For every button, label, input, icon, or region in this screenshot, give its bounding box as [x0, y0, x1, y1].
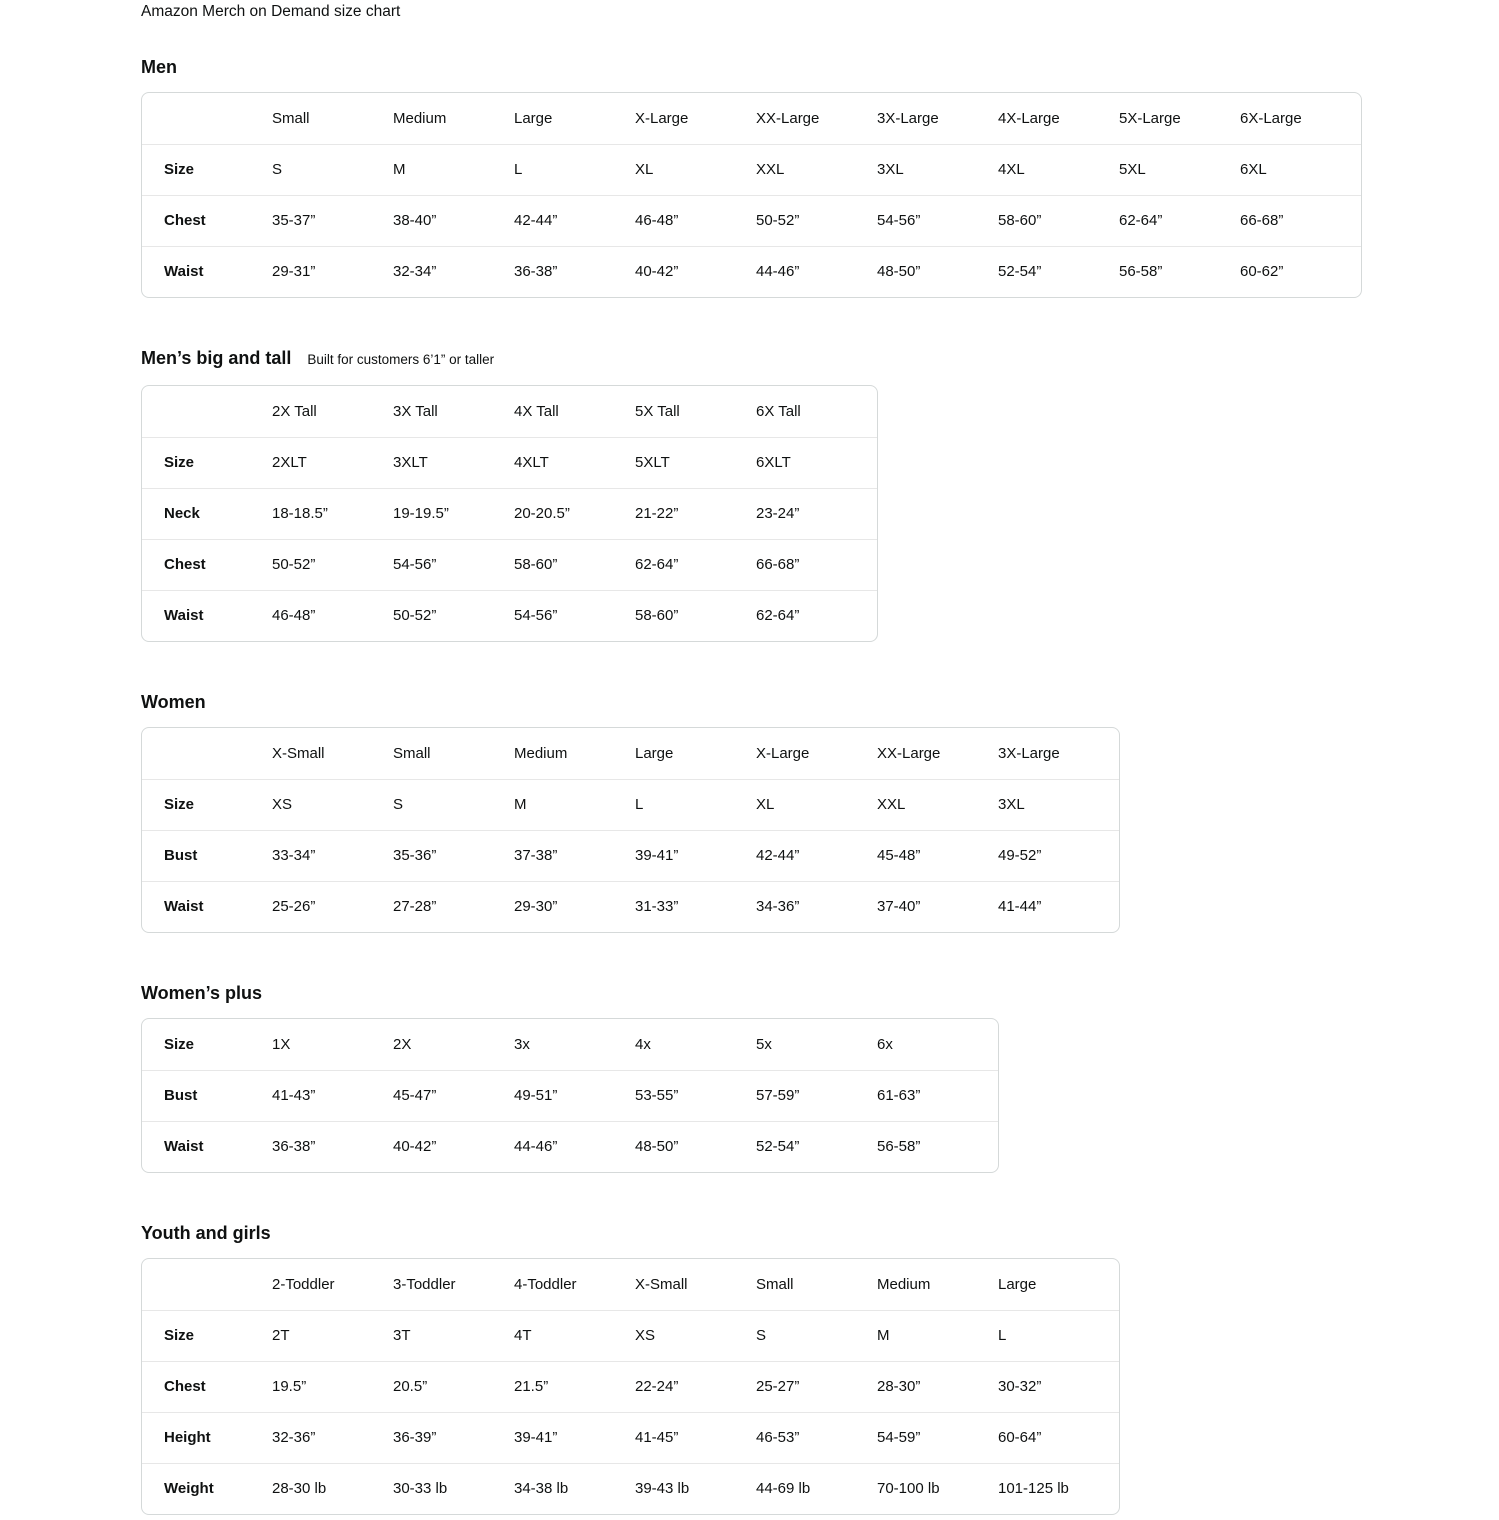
size-value: 22-24”: [635, 1361, 756, 1412]
size-value: XXL: [877, 779, 998, 830]
row-label: Size: [142, 779, 272, 830]
size-value: 18-18.5”: [272, 488, 393, 539]
column-header: 3X Tall: [393, 402, 438, 420]
column-header: Large: [635, 744, 674, 762]
table-row: [142, 1361, 1119, 1412]
column-header: 5X Tall: [635, 402, 680, 420]
size-value: 35-37”: [272, 195, 393, 246]
size-value: 53-55”: [635, 1070, 756, 1121]
size-value: 6XL: [1240, 144, 1361, 195]
section-mens-big-and-tall: [141, 345, 1459, 647]
size-value: M: [393, 144, 514, 195]
section-heading: Youth and girls: [141, 1223, 271, 1243]
column-header: Large: [998, 1275, 1037, 1293]
row-label: Size: [142, 1310, 272, 1361]
size-value: 42-44”: [756, 830, 877, 881]
size-value: 50-52”: [272, 539, 393, 590]
size-value: 20-20.5”: [514, 488, 635, 539]
table-row: [142, 195, 1361, 246]
size-value: 46-48”: [635, 195, 756, 246]
section-heading-row: [141, 1220, 1459, 1246]
section-heading-row: [141, 689, 1459, 715]
size-value: 41-45”: [635, 1412, 756, 1463]
size-value: 48-50”: [635, 1121, 756, 1172]
size-value: 39-41”: [514, 1412, 635, 1463]
table-row: [142, 488, 877, 539]
table-row: [142, 1019, 998, 1070]
size-value: 60-62”: [1240, 246, 1361, 297]
size-value: 66-68”: [1240, 195, 1361, 246]
size-value: 6x: [877, 1035, 893, 1053]
size-value: M: [877, 1310, 998, 1361]
size-value: 31-33”: [635, 881, 756, 932]
table-row: [142, 144, 1361, 195]
size-value: 32-36”: [272, 1412, 393, 1463]
size-value: XL: [756, 779, 877, 830]
womens-plus-size-table: [141, 1018, 999, 1173]
size-value: 3XL: [877, 144, 998, 195]
men-size-table: [141, 92, 1362, 298]
size-value: 44-69 lb: [756, 1463, 877, 1514]
size-table: [142, 1259, 1119, 1514]
size-value: 28-30 lb: [272, 1463, 393, 1514]
size-value: 62-64”: [635, 539, 756, 590]
table-row: [142, 590, 877, 641]
corner-cell: [142, 728, 272, 779]
size-value: 42-44”: [514, 195, 635, 246]
corner-cell: [142, 386, 272, 437]
section-women: [141, 689, 1459, 938]
size-value: 50-52”: [393, 590, 514, 641]
size-value: 35-36”: [393, 830, 514, 881]
size-value: 44-46”: [756, 246, 877, 297]
page-title: Amazon Merch on Demand size chart: [141, 3, 401, 20]
column-header: XX-Large: [877, 744, 941, 762]
size-value: 5XL: [1119, 144, 1240, 195]
row-label: Size: [142, 437, 272, 488]
size-value: 41-43”: [272, 1070, 393, 1121]
size-value: 57-59”: [756, 1070, 877, 1121]
table-row: [142, 881, 1119, 932]
sections-container: [141, 54, 1459, 1520]
size-value: 39-41”: [635, 830, 756, 881]
size-value: 21.5”: [514, 1361, 635, 1412]
row-label: Chest: [142, 1361, 272, 1412]
size-value: 62-64”: [1119, 195, 1240, 246]
size-value: 44-46”: [514, 1121, 635, 1172]
corner-cell: [142, 93, 272, 144]
column-header-row: [142, 93, 1361, 144]
column-header: 4X Tall: [514, 402, 559, 420]
size-value: 56-58”: [1119, 246, 1240, 297]
size-value: 49-51”: [514, 1070, 635, 1121]
column-header: 3X-Large: [877, 109, 939, 127]
table-row: [142, 539, 877, 590]
column-header: 6X-Large: [1240, 109, 1302, 127]
row-label: Size: [164, 1035, 195, 1053]
size-value: 61-63”: [877, 1070, 998, 1121]
section-heading: Men’s big and tall: [141, 348, 292, 368]
table-row: [142, 779, 1119, 830]
size-value: 60-64”: [998, 1412, 1119, 1463]
column-header: 3X-Large: [998, 744, 1060, 762]
size-value: 40-42”: [393, 1121, 514, 1172]
size-value: XXL: [756, 144, 877, 195]
section-heading: Men: [141, 57, 177, 77]
size-value: 19-19.5”: [393, 488, 514, 539]
size-value: 56-58”: [877, 1121, 998, 1172]
size-value: 46-48”: [272, 590, 393, 641]
section-heading-row: [141, 54, 1459, 80]
row-label: Chest: [142, 539, 272, 590]
size-value: 36-38”: [272, 1121, 393, 1172]
table-row: [142, 1412, 1119, 1463]
row-label: Size: [142, 144, 272, 195]
size-value: 58-60”: [514, 539, 635, 590]
row-label: Waist: [142, 881, 272, 932]
size-value: 38-40”: [393, 195, 514, 246]
size-value: 3T: [393, 1310, 514, 1361]
size-value: 58-60”: [998, 195, 1119, 246]
size-value: 29-31”: [272, 246, 393, 297]
size-value: 1X: [272, 1035, 291, 1053]
youth-and-girls-size-table: [141, 1258, 1120, 1515]
women-size-table: [141, 727, 1120, 933]
section-heading-row: [141, 345, 1459, 373]
column-header: XX-Large: [756, 109, 820, 127]
size-value: 3x: [514, 1035, 530, 1053]
size-value: 23-24”: [756, 488, 877, 539]
column-header: Small: [272, 109, 310, 127]
mens-big-and-tall-size-table: [141, 385, 878, 642]
size-value: XS: [272, 779, 393, 830]
section-subheading: Built for customers 6’1” or taller: [307, 352, 495, 367]
size-value: 37-40”: [877, 881, 998, 932]
size-value: S: [756, 1310, 877, 1361]
size-value: 39-43 lb: [635, 1463, 756, 1514]
section-youth-and-girls: [141, 1220, 1459, 1520]
column-header: Medium: [514, 744, 568, 762]
row-label: Waist: [142, 590, 272, 641]
column-header: Medium: [393, 109, 447, 127]
size-value: S: [272, 144, 393, 195]
size-value: 41-44”: [998, 881, 1119, 932]
size-value: S: [393, 779, 514, 830]
table-row: [142, 437, 877, 488]
column-header: X-Small: [272, 744, 325, 762]
size-table: [142, 728, 1119, 932]
size-value: 36-39”: [393, 1412, 514, 1463]
column-header: Large: [514, 109, 553, 127]
column-header: Small: [756, 1275, 794, 1293]
size-value: 40-42”: [635, 246, 756, 297]
size-value: 4T: [514, 1310, 635, 1361]
size-value: 54-56”: [514, 590, 635, 641]
size-table: [142, 386, 877, 641]
column-header: 5X-Large: [1119, 109, 1181, 127]
size-value: 62-64”: [756, 590, 877, 641]
size-value: L: [514, 144, 635, 195]
row-label: Waist: [142, 246, 272, 297]
size-value: 25-27”: [756, 1361, 877, 1412]
size-value: XL: [635, 144, 756, 195]
size-value: 45-47”: [393, 1070, 514, 1121]
section-heading: Women: [141, 692, 206, 712]
table-row: [142, 246, 1361, 297]
size-value: 5x: [756, 1035, 772, 1053]
size-value: 27-28”: [393, 881, 514, 932]
column-header: 2-Toddler: [272, 1275, 335, 1293]
size-value: 54-59”: [877, 1412, 998, 1463]
table-row: [142, 830, 1119, 881]
size-value: 66-68”: [756, 539, 877, 590]
table-row: [142, 1121, 998, 1172]
column-header: X-Large: [756, 744, 810, 762]
size-value: 29-30”: [514, 881, 635, 932]
section-heading-row: [141, 980, 1459, 1006]
size-value: 101-125 lb: [998, 1463, 1119, 1514]
section-men: [141, 54, 1459, 303]
size-value: L: [998, 1310, 1119, 1361]
row-label: Height: [142, 1412, 272, 1463]
size-value: 4XLT: [514, 437, 635, 488]
column-header-row: [142, 728, 1119, 779]
size-value: 2T: [272, 1310, 393, 1361]
row-label: Weight: [142, 1463, 272, 1514]
row-label: Chest: [142, 195, 272, 246]
column-header: 4X-Large: [998, 109, 1060, 127]
size-value: 20.5”: [393, 1361, 514, 1412]
column-header: X-Small: [635, 1275, 688, 1293]
size-value: 48-50”: [877, 246, 998, 297]
size-value: 6XLT: [756, 437, 877, 488]
column-header: 4-Toddler: [514, 1275, 577, 1293]
corner-cell: [142, 1259, 272, 1310]
size-value: 58-60”: [635, 590, 756, 641]
column-header: 3-Toddler: [393, 1275, 456, 1293]
row-label: Bust: [142, 830, 272, 881]
size-value: 28-30”: [877, 1361, 998, 1412]
size-value: 70-100 lb: [877, 1463, 998, 1514]
size-value: 45-48”: [877, 830, 998, 881]
column-header-row: [142, 386, 877, 437]
table-row: [142, 1463, 1119, 1514]
row-label: Waist: [142, 1121, 272, 1172]
size-value: 49-52”: [998, 830, 1119, 881]
size-value: XS: [635, 1310, 756, 1361]
size-value: 4x: [635, 1035, 651, 1053]
size-value: 4XL: [998, 144, 1119, 195]
column-header: 6X Tall: [756, 402, 801, 420]
size-value: L: [635, 779, 756, 830]
size-value: 34-38 lb: [514, 1463, 635, 1514]
size-value: 50-52”: [756, 195, 877, 246]
size-value: 3XL: [998, 779, 1119, 830]
size-value: 30-32”: [998, 1361, 1119, 1412]
section-heading: Women’s plus: [141, 983, 263, 1003]
size-value: 52-54”: [998, 246, 1119, 297]
row-label: Bust: [142, 1070, 272, 1121]
size-table: [142, 93, 1361, 297]
size-value: 5XLT: [635, 437, 756, 488]
size-value: 33-34”: [272, 830, 393, 881]
size-value: 25-26”: [272, 881, 393, 932]
section-womens-plus: [141, 980, 1459, 1178]
size-value: 3XLT: [393, 437, 514, 488]
table-row: [142, 1070, 998, 1121]
size-value: 21-22”: [635, 488, 756, 539]
column-header: 2X Tall: [272, 402, 317, 420]
size-value: 46-53”: [756, 1412, 877, 1463]
column-header: Small: [393, 744, 431, 762]
row-label: Neck: [142, 488, 272, 539]
size-value: 54-56”: [393, 539, 514, 590]
size-value: 19.5”: [272, 1361, 393, 1412]
size-table: [142, 1019, 998, 1172]
size-value: 54-56”: [877, 195, 998, 246]
size-value: M: [514, 779, 635, 830]
column-header: X-Large: [635, 109, 689, 127]
column-header-row: [142, 1259, 1119, 1310]
size-value: 34-36”: [756, 881, 877, 932]
table-row: [142, 1310, 1119, 1361]
size-value: 2X: [393, 1035, 412, 1053]
size-value: 2XLT: [272, 437, 393, 488]
size-value: 30-33 lb: [393, 1463, 514, 1514]
column-header: Medium: [877, 1275, 931, 1293]
size-value: 32-34”: [393, 246, 514, 297]
size-value: 52-54”: [756, 1121, 877, 1172]
size-value: 36-38”: [514, 246, 635, 297]
size-value: 37-38”: [514, 830, 635, 881]
